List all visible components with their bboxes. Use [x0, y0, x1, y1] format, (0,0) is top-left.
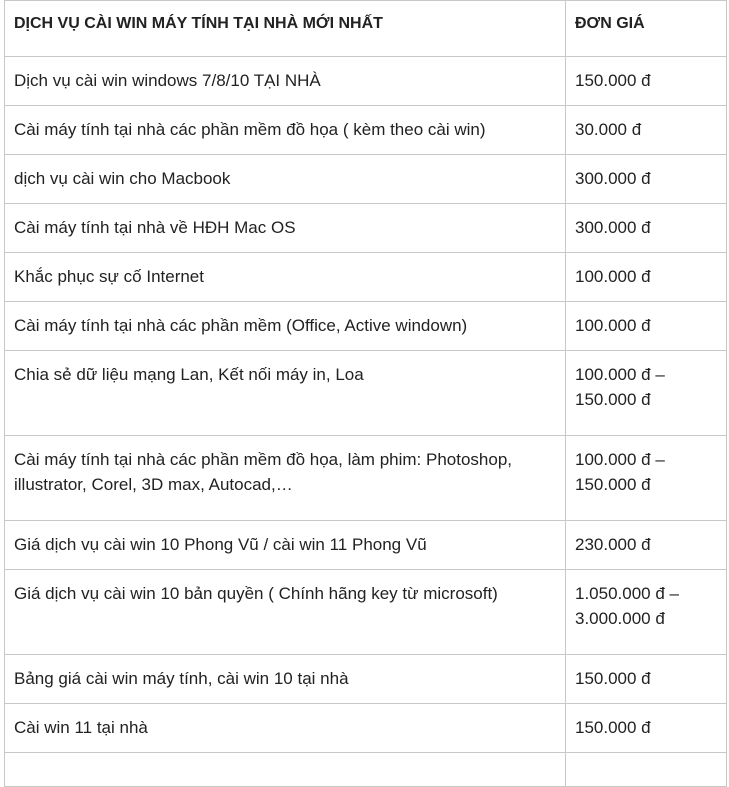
price-cell [566, 436, 727, 521]
price-cell: 230.000 đ [566, 521, 727, 570]
price-cell: 150.000 đ [566, 704, 727, 753]
table-header-row [5, 1, 727, 57]
price-line: 100.000 đ – [575, 365, 665, 384]
service-cell: Cài máy tính tại nhà về HĐH Mac OS [5, 204, 566, 253]
header-price: ĐƠN GIÁ [566, 1, 727, 57]
price-cell: 150.000 đ [566, 655, 727, 704]
service-cell: Dịch vụ cài win windows 7/8/10 TẠI NHÀ [5, 57, 566, 106]
service-line: illustrator, Corel, 3D max, Autocad,… [14, 475, 293, 494]
price-line: 150.000 đ [575, 475, 651, 494]
price-table [4, 0, 727, 787]
price-cell: 300.000 đ [566, 155, 727, 204]
price-cell: 100.000 đ [566, 253, 727, 302]
service-cell [5, 436, 566, 521]
service-cell: Bảng giá cài win máy tính, cài win 10 tại nhà [5, 655, 566, 704]
service-cell: Cài máy tính tại nhà các phần mềm đồ họa ( kèm theo cài win) [5, 106, 566, 155]
service-cell: Giá dịch vụ cài win 10 bản quyền ( Chính hãng key từ microsoft) [5, 570, 566, 655]
price-cell: 100.000 đ [566, 302, 727, 351]
table-row [5, 302, 727, 351]
price-line: 1.050.000 đ – [575, 584, 679, 603]
service-cell: dịch vụ cài win cho Macbook [5, 155, 566, 204]
price-cell-empty [566, 753, 727, 787]
table-row [5, 204, 727, 253]
table-row-partial [5, 753, 727, 787]
price-cell [566, 570, 727, 655]
price-line: 100.000 đ – [575, 450, 665, 469]
table-row [5, 155, 727, 204]
service-cell-empty [5, 753, 566, 787]
price-cell: 30.000 đ [566, 106, 727, 155]
table-row [5, 351, 727, 436]
table-row [5, 655, 727, 704]
service-line: Cài máy tính tại nhà các phần mềm đồ họa, làm phim: Photoshop, [14, 450, 512, 469]
service-cell: Chia sẻ dữ liệu mạng Lan, Kết nối máy in, Loa [5, 351, 566, 436]
service-cell: Cài win 11 tại nhà [5, 704, 566, 753]
table-row [5, 253, 727, 302]
table-row [5, 704, 727, 753]
table-row [5, 436, 727, 521]
price-cell: 150.000 đ [566, 57, 727, 106]
table-row [5, 57, 727, 106]
price-cell [566, 351, 727, 436]
service-cell: Giá dịch vụ cài win 10 Phong Vũ / cài win 11 Phong Vũ [5, 521, 566, 570]
service-cell: Khắc phục sự cố Internet [5, 253, 566, 302]
table-row [5, 521, 727, 570]
service-cell: Cài máy tính tại nhà các phần mềm (Office, Active windown) [5, 302, 566, 351]
table-row [5, 570, 727, 655]
header-service: DỊCH VỤ CÀI WIN MÁY TÍNH TẠI NHÀ MỚI NHẤT [5, 1, 566, 57]
table-row [5, 106, 727, 155]
price-cell: 300.000 đ [566, 204, 727, 253]
price-line: 3.000.000 đ [575, 609, 665, 628]
price-line: 150.000 đ [575, 390, 651, 409]
